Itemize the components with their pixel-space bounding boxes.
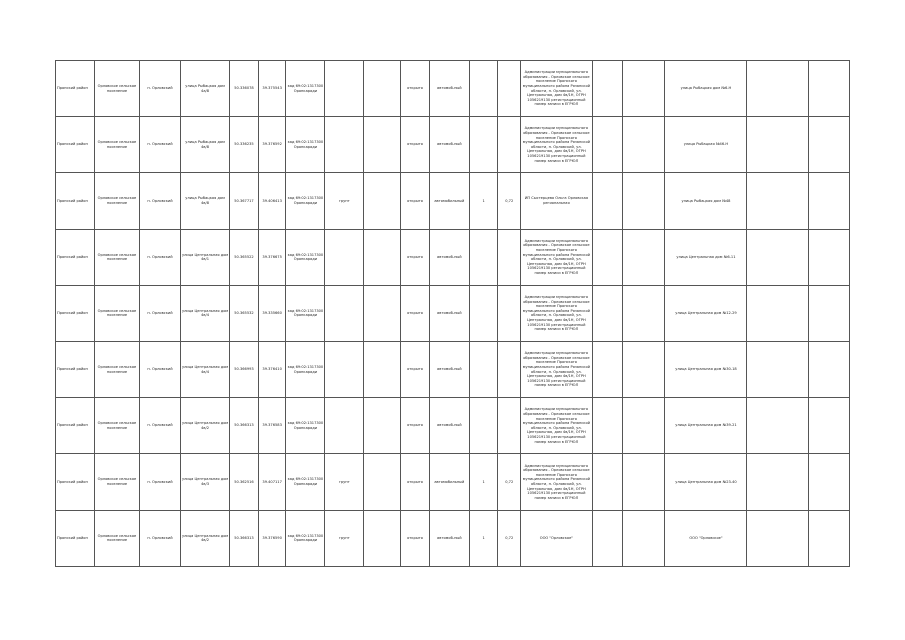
table-cell (623, 173, 665, 229)
table-cell (498, 61, 521, 117)
registry-table (55, 60, 850, 567)
table-cell: ООО "Орловское" (665, 510, 747, 566)
table-cell (808, 510, 849, 566)
table-cell: кад 69:02:1317300 Оронкаради (286, 117, 325, 173)
table-cell: 50.336235 (230, 117, 259, 173)
table-cell: 39.406413 (258, 173, 286, 229)
table-cell: Орловское сельское поселение (94, 173, 139, 229)
table-cell: п. Орловский (140, 229, 181, 285)
table-cell: Пронский район (56, 285, 95, 341)
table-cell (498, 117, 521, 173)
table-cell: открыто (401, 229, 430, 285)
table-cell: открыто (401, 285, 430, 341)
table-cell: Администрации муниципального образования - Орловское сельское поселение Пронского муниципального района Рязанской области, п. Орловский, ул. Центральная, дом 4в/1Н, ОГРН 1056219130 регистрационный номер записи в ЕГРЮЛ (521, 341, 593, 397)
table-cell (747, 398, 808, 454)
table-cell: 50.367717 (230, 173, 259, 229)
table-cell (808, 61, 849, 117)
table-cell: Орловское сельское поселение (94, 510, 139, 566)
table-cell: Орловское сельское поселение (94, 117, 139, 173)
table-cell: 39.335660 (258, 285, 286, 341)
table-cell: грунт (325, 454, 364, 510)
table-cell (364, 454, 401, 510)
table-cell (469, 285, 498, 341)
table-cell: 39.407117 (258, 454, 286, 510)
table-cell: автомоб-ный (429, 285, 469, 341)
table-cell (808, 341, 849, 397)
table-cell: улица Центральная дом 4в/4 (180, 341, 229, 397)
table-cell (623, 229, 665, 285)
table-cell: открыто (401, 341, 430, 397)
table-cell: кад 69:02:1317300 Оронкаради (286, 398, 325, 454)
table-cell: 50.365522 (230, 229, 259, 285)
table-cell: ООО "Орловское" (521, 510, 593, 566)
table-cell: 50.366313 (230, 510, 259, 566)
table-cell: Пронский район (56, 229, 95, 285)
table-cell: 50.366993 (230, 341, 259, 397)
table-cell (469, 341, 498, 397)
table-cell: Орловское сельское поселение (94, 341, 139, 397)
table-cell: кад 69:02:1317300 Оронкаради (286, 229, 325, 285)
table-cell: открыто (401, 454, 430, 510)
table-cell: автомобильный (429, 173, 469, 229)
table-cell: автомоб-ный (429, 117, 469, 173)
table-cell: открыто (401, 398, 430, 454)
table-cell (592, 61, 623, 117)
table-cell: улица Центральная дом 4в/2 (180, 398, 229, 454)
table-cell: открыто (401, 510, 430, 566)
table-cell: улица Центральная дом 4в/4 (180, 285, 229, 341)
table-cell: 50.336078 (230, 61, 259, 117)
table-cell: улица Центральная дом №39-21 (665, 398, 747, 454)
table-cell: Администрации муниципального образования - Орловское сельское поселение Пронского муниципального района Рязанской области, п. Орловский, ул. Центральная, дом 4в/1Н, ОГРН 1056219130 регистрационный номер записи в ЕГРЮЛ (521, 61, 593, 117)
table-cell: Орловское сельское поселение (94, 61, 139, 117)
table-row (56, 229, 850, 285)
table-cell: 39.375543 (258, 61, 286, 117)
table-cell (498, 341, 521, 397)
table-cell: 1 (469, 510, 498, 566)
table-row (56, 398, 850, 454)
table-cell (325, 61, 364, 117)
table-cell (623, 398, 665, 454)
table-row (56, 341, 850, 397)
table-cell: открыто (401, 117, 430, 173)
table-cell: грунт (325, 173, 364, 229)
table-cell (364, 61, 401, 117)
table-row (56, 510, 850, 566)
table-cell: улица Рыбацкая дом 4в/8 (180, 173, 229, 229)
table-cell: 0,72 (498, 510, 521, 566)
table-cell: 0,72 (498, 173, 521, 229)
table-cell (364, 229, 401, 285)
table-cell: автомоб-ный (429, 61, 469, 117)
table-cell: п. Орловский (140, 454, 181, 510)
table-cell: п. Орловский (140, 285, 181, 341)
table-cell: кад 69:02:1317300 Оронкаради (286, 61, 325, 117)
table-cell: 0,72 (498, 454, 521, 510)
table-cell (623, 341, 665, 397)
table-cell: 50.365532 (230, 285, 259, 341)
table-cell: п. Орловский (140, 173, 181, 229)
table-cell (808, 454, 849, 510)
table-cell: Администрации муниципального образования - Орловское сельское поселение Пронского муниципального района Рязанской области, п. Орловский, ул. Центральная, дом 4в/1Н, ОГРН 1056219130 регистрационный номер записи в ЕГРЮЛ (521, 285, 593, 341)
table-cell (808, 117, 849, 173)
table-cell (364, 510, 401, 566)
table-cell: 39.376583 (258, 398, 286, 454)
table-cell (469, 229, 498, 285)
table-cell: Администрации муниципального образования - Орловское сельское поселение Пронского муниципального района Рязанской области, п. Орловский, ул. Центральная, дом 4в/1Н, ОГРН 1056219130 регистрационный номер записи в ЕГРЮЛ (521, 229, 593, 285)
table-cell (747, 61, 808, 117)
table-cell (364, 398, 401, 454)
table-cell (747, 454, 808, 510)
table-cell (623, 117, 665, 173)
table-cell (623, 61, 665, 117)
table-cell: Пронский район (56, 398, 95, 454)
table-cell: кад 69:02:1317300 Оронкаради (286, 173, 325, 229)
table-cell (325, 117, 364, 173)
table-row (56, 61, 850, 117)
table-cell (325, 341, 364, 397)
table-cell: открыто (401, 61, 430, 117)
table-cell: улица Центральная дом 4в/1 (180, 229, 229, 285)
table-cell (325, 285, 364, 341)
table-cell: кад 69:02:1317300 Оронкаради (286, 510, 325, 566)
table-cell (364, 285, 401, 341)
table-cell: Администрации муниципального образования - Орловское сельское поселение Пронского муниципального района Рязанской области, п. Орловский, ул. Центральная, дом 4в/1Н, ОГРН 1056219130 регистрационный номер записи в ЕГРЮЛ (521, 398, 593, 454)
table-cell: Орловское сельское поселение (94, 454, 139, 510)
table-cell (747, 341, 808, 397)
table-cell (592, 229, 623, 285)
table-row (56, 117, 850, 173)
table-cell: п. Орловский (140, 61, 181, 117)
table-cell: улица Центральная дом 4в/3 (180, 454, 229, 510)
table-cell: улица Центральная дом №23-40 (665, 454, 747, 510)
table-cell: автомоб-ный (429, 398, 469, 454)
table-cell: п. Орловский (140, 117, 181, 173)
table-cell (364, 341, 401, 397)
table-cell: Пронский район (56, 510, 95, 566)
table-cell: автомоб-ный (429, 341, 469, 397)
table-cell: Пронский район (56, 341, 95, 397)
table-cell: Пронский район (56, 454, 95, 510)
table-cell (325, 229, 364, 285)
table-cell: кад 69:02:1317300 Оронкаради (286, 454, 325, 510)
table-cell (469, 117, 498, 173)
table-row (56, 285, 850, 341)
table-cell (747, 229, 808, 285)
table-cell (808, 398, 849, 454)
table-cell (747, 117, 808, 173)
table-cell (623, 510, 665, 566)
table-cell: Администрации муниципального образования - Орловское сельское поселение Пронского муниципального района Рязанской области, п. Орловский, ул. Центральная, дом 4в/1Н, ОГРН 1056219130 регистрационный номер записи в ЕГРЮЛ (521, 454, 593, 510)
table-cell: 39.376590 (258, 510, 286, 566)
table-cell: п. Орловский (140, 398, 181, 454)
table-cell (364, 117, 401, 173)
table-cell (747, 285, 808, 341)
table-cell (469, 398, 498, 454)
table-cell: улица Центральная дом №6-11 (665, 229, 747, 285)
table-cell (623, 454, 665, 510)
table-cell (808, 285, 849, 341)
table-row (56, 173, 850, 229)
table-cell (592, 117, 623, 173)
table-cell (592, 341, 623, 397)
table-cell (592, 454, 623, 510)
table-cell: 50.366313 (230, 398, 259, 454)
table-cell: п. Орловский (140, 341, 181, 397)
table-cell: улица Центральная дом №30-18 (665, 341, 747, 397)
table-cell: открыто (401, 173, 430, 229)
table-cell: 39.376592 (258, 117, 286, 173)
table-cell (808, 229, 849, 285)
table-cell (498, 285, 521, 341)
table-cell: Пронский район (56, 173, 95, 229)
table-cell: Орловское сельское поселение (94, 398, 139, 454)
table-cell: Орловское сельское поселение (94, 229, 139, 285)
table-cell: 50.362516 (230, 454, 259, 510)
table-cell: улица Рыбацкая дом №48 (665, 173, 747, 229)
table-cell: кад 69:02:1317300 Оронкаради (286, 341, 325, 397)
table-cell (325, 398, 364, 454)
table-cell (498, 398, 521, 454)
table-cell (808, 173, 849, 229)
table-cell (592, 173, 623, 229)
table-cell: 39.376675 (258, 229, 286, 285)
table-cell: улица Центральная дом №12-29 (665, 285, 747, 341)
table-cell: Пронский район (56, 117, 95, 173)
table-cell: п. Орловский (140, 510, 181, 566)
table-cell: Пронский район (56, 61, 95, 117)
table-cell: кад 69:02:1317300 Оронкаради (286, 285, 325, 341)
table-cell: Администрации муниципального образования - Орловское сельское поселение Пронского муниципального района Рязанской области, п. Орловский, ул. Центральная, дом 4в/1Н, ОГРН 1056219130 регистрационный номер записи в ЕГРЮЛ (521, 117, 593, 173)
table-cell: улица Центральная дом 4в/2 (180, 510, 229, 566)
table-cell: улица Рыбацкая дом 4а/8 (180, 61, 229, 117)
table-cell: 1 (469, 454, 498, 510)
table-row (56, 454, 850, 510)
table-cell: улица Рыбацкая дом №6-Н (665, 61, 747, 117)
table-cell (592, 398, 623, 454)
table-cell (747, 510, 808, 566)
table-cell: автомоб-ный (429, 229, 469, 285)
table-cell (364, 173, 401, 229)
table-cell: ИП Сыстерцева Ольга Орловская региональная (521, 173, 593, 229)
table-cell: улица Рыбацкая №46-Н (665, 117, 747, 173)
table-cell: 1 (469, 173, 498, 229)
table-cell: Орловское сельское поселение (94, 285, 139, 341)
table-cell: грунт (325, 510, 364, 566)
table-cell: автомоб-ный (429, 510, 469, 566)
table-cell (498, 229, 521, 285)
table-cell (592, 285, 623, 341)
table-cell: автомобильный (429, 454, 469, 510)
table-cell (623, 285, 665, 341)
table-cell (469, 61, 498, 117)
table-cell (747, 173, 808, 229)
table-cell: 39.376410 (258, 341, 286, 397)
table-cell: улица Рыбацкая дом 4в/8 (180, 117, 229, 173)
table-cell (592, 510, 623, 566)
